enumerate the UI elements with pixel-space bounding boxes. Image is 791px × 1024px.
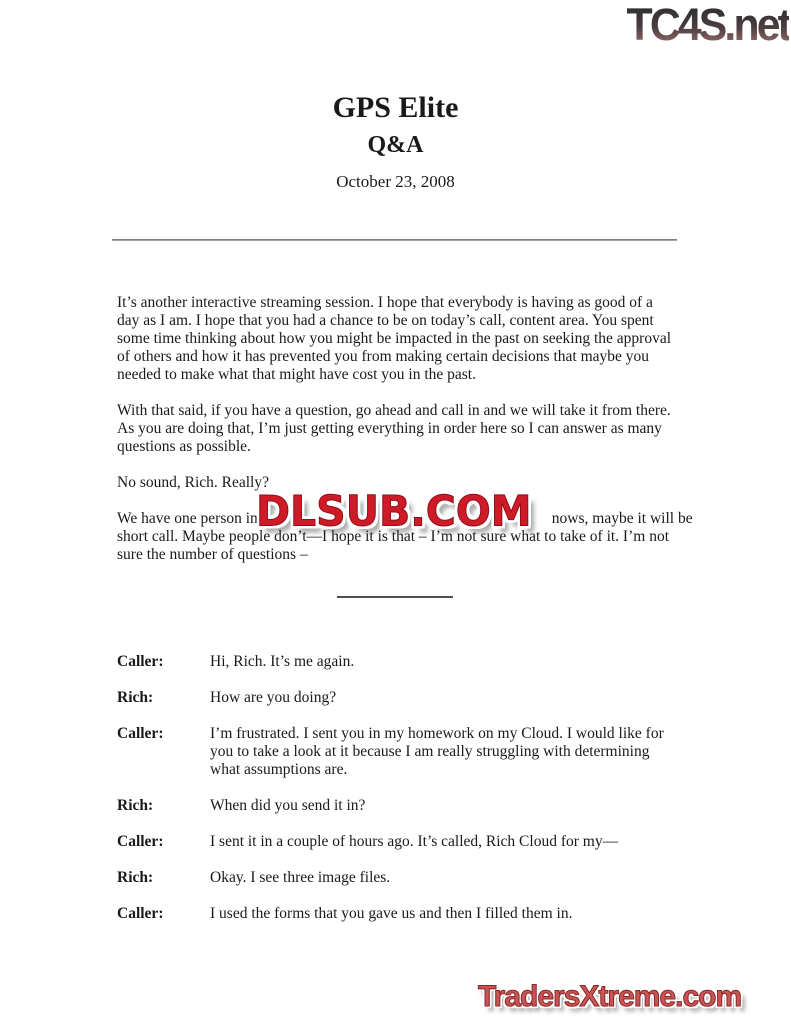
covered-line-start: We have one person in <box>117 510 258 527</box>
covered-line-end: nows, maybe it will be <box>551 510 693 527</box>
intro-paragraph-4-line2: short call. Maybe people don’t—I hope it is that – I’m not sure what to take of it. I’m not <box>117 528 669 545</box>
speaker-label: Caller: <box>117 833 164 850</box>
utterance-text: I’m frustrated. I sent you in my homework on my Cloud. I would like for you to take a look at it because I am really struggling with determining what assumptions are. <box>210 725 664 778</box>
utterance-text: I used the forms that you gave us and then I filled them in. <box>210 905 573 922</box>
dialogue-row <box>117 797 679 815</box>
dialogue-row <box>117 689 679 707</box>
tradersxtreme-logo: TradersXtreme.com <box>478 980 742 1013</box>
dialogue-row <box>117 905 679 923</box>
dialogue-row <box>117 833 679 851</box>
dialogue-section <box>117 653 679 941</box>
utterance-text: How are you doing? <box>210 689 337 706</box>
dialogue-row <box>117 653 679 671</box>
tc4s-logo: TC4S.net <box>626 0 789 50</box>
speaker-label: Rich: <box>117 689 154 706</box>
intro-paragraph-4-line3: sure the number of questions – <box>117 546 308 563</box>
horizontal-rule <box>112 239 677 241</box>
speaker-label: Caller: <box>117 905 164 922</box>
section-separator-rule <box>337 596 453 598</box>
intro-paragraph-2: With that said, if you have a question, go ahead and call in and we will take it from there. As you are doing that, I’m just getting everything in order here so I can answer as many questions as possible. <box>117 402 671 455</box>
utterance-text: When did you send it in? <box>210 797 366 814</box>
dialogue-row <box>117 725 679 779</box>
dialogue-row <box>117 869 679 887</box>
dlsub-watermark: DLSUB.COM <box>256 486 532 536</box>
utterance-text: Hi, Rich. It’s me again. <box>210 653 355 670</box>
page-subtitle: Q&A <box>367 132 424 158</box>
speaker-label: Caller: <box>117 653 164 670</box>
page-title: GPS Elite <box>332 91 459 124</box>
utterance-text: I sent it in a couple of hours ago. It’s called, Rich Cloud for my— <box>210 833 619 850</box>
intro-section <box>117 294 693 582</box>
intro-paragraph-3: No sound, Rich. Really? <box>117 474 269 491</box>
utterance-text: Okay. I see three image files. <box>210 869 391 886</box>
document-date: October 23, 2008 <box>336 172 455 191</box>
speaker-label: Rich: <box>117 797 154 814</box>
speaker-label: Caller: <box>117 725 164 742</box>
title-block <box>0 90 791 193</box>
intro-paragraph-1: It’s another interactive streaming session. I hope that everybody is having as good of a day as I am. I hope that you had a chance to be on today’s call, content area. You spent some time thinking about how you might be impacted in the past on seeking the approval of others and how it has prevented you from making certain decisions that maybe you needed to make what that might have cost you in the past. <box>117 294 672 383</box>
speaker-label: Rich: <box>117 869 154 886</box>
